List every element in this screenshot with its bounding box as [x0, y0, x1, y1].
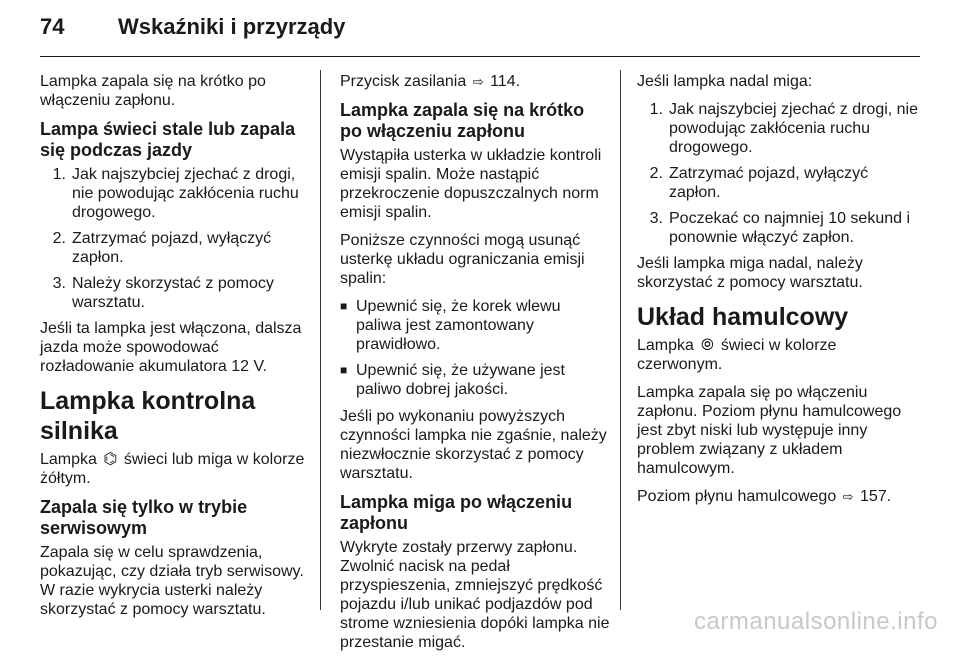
- text: Poziom płynu hamulcowego: [637, 488, 837, 505]
- steps-list: [40, 165, 308, 312]
- paragraph: Jeśli lampka nadal miga:: [637, 73, 813, 90]
- column-2: [340, 72, 610, 661]
- list-item: [340, 361, 610, 399]
- list-item: [340, 297, 610, 354]
- column-divider-2: [620, 70, 621, 610]
- header-rule: [40, 56, 920, 57]
- subheading-serwis: Zapala się tylko w trybie serwisowym: [40, 497, 248, 538]
- list-text: Jak najszybciej zjechać z drogi, nie powodując zakłócenia ruchu drogowego.: [72, 166, 299, 221]
- paragraph: [340, 72, 610, 91]
- paragraph: Jeśli ta lampka jest włączona, dalsza jazda może spowodować rozładowanie akumulatora 12 V.: [40, 320, 302, 375]
- subheading-miga: Lampka miga po włączeniu zapłonu: [340, 492, 573, 533]
- page-number: 74: [40, 14, 65, 39]
- page-header: [40, 14, 345, 44]
- paragraph: [637, 336, 920, 374]
- paragraph: Poniższe czynności mogą usunąć usterkę układu ograniczania emisji spalin:: [340, 232, 585, 287]
- watermark: carmanualsonline.info: [694, 608, 938, 635]
- list-text: Upewnić się, że korek wlewu paliwa jest zamontowany prawidłowo.: [356, 298, 561, 353]
- text: Lampka: [40, 451, 97, 468]
- text: świeci lub miga w kolorze żółtym.: [40, 451, 305, 487]
- list-item: [637, 164, 920, 202]
- engine-warning-icon: ⌬: [103, 451, 118, 468]
- list-item: [40, 229, 308, 267]
- subheading-krotko: Lampka zapala się na krótko po włączeniu zapłonu: [340, 100, 585, 141]
- paragraph: Zapala się w celu sprawdzenia, pokazując, czy działa tryb serwisowy. W razie wykrycia usterki należy skorzystać z pomocy warsztatu.: [40, 544, 304, 618]
- steps-list: [637, 100, 920, 247]
- text: Przycisk zasilania: [340, 73, 467, 90]
- list-text: Zatrzymać pojazd, wyłączyć zapłon.: [669, 165, 869, 201]
- subheading-lampa: Lampa świeci stale lub zapala się podczas jazdy: [40, 119, 296, 160]
- page-reference: 157.: [860, 488, 892, 505]
- list-item: [637, 100, 920, 157]
- paragraph: Jeśli po wykonaniu powyższych czynności lampka nie zgaśnie, należy niezwłocznie skorzystać z pomocy warsztatu.: [340, 408, 607, 482]
- list-item: [637, 209, 920, 247]
- section-heading-silnik: Lampka kontrolna silnika: [40, 387, 256, 445]
- list-text: Jak najszybciej zjechać z drogi, nie powodując zakłócenia ruchu drogowego.: [669, 101, 919, 156]
- column-3: [637, 72, 920, 515]
- bullet-icon: ■: [340, 299, 348, 313]
- list-number: 3.: [52, 275, 66, 292]
- paragraph: Lampka zapala się po włączeniu zapłonu. Poziom płynu hamulcowego jest zbyt niski lub występuje inny problem związany z układem hamulcowym.: [637, 384, 902, 477]
- paragraph: Jeśli lampka miga nadal, należy skorzystać z pomocy warsztatu.: [637, 255, 863, 291]
- list-text: Zatrzymać pojazd, wyłączyć zapłon.: [72, 230, 272, 266]
- brake-warning-icon: ⦾: [700, 337, 714, 354]
- list-text: Należy skorzystać z pomocy warsztatu.: [72, 275, 274, 311]
- reference-arrow-icon: ⇨: [842, 489, 854, 504]
- paragraph: Lampka zapala się na krótko po włączeniu zapłonu.: [40, 73, 266, 109]
- list-text: Upewnić się, że używane jest paliwo dobrej jakości.: [356, 362, 565, 398]
- bullet-list: [340, 297, 610, 399]
- list-number: 1.: [52, 166, 66, 183]
- section-heading-hamulcowy: Układ hamulcowy: [637, 303, 849, 331]
- paragraph: Wystąpiła usterka w układzie kontroli emisji spalin. Może nastąpić przekroczenie dopuszczalnych norm emisji spalin.: [340, 147, 602, 221]
- page-reference: 114.: [490, 73, 521, 90]
- paragraph: Wykryte zostały przerwy zapłonu. Zwolnić nacisk na pedał przyspieszenia, zmniejszyć prędkość pojazdu i/lub unikać podjazdów pod strome wzniesienia dopóki lampka nie przestanie migać.: [340, 539, 610, 651]
- list-item: [40, 165, 308, 222]
- paragraph: [40, 450, 308, 488]
- page-title: Wskaźniki i przyrządy: [118, 14, 346, 39]
- text: świeci w kolorze czerwonym.: [637, 337, 837, 373]
- list-number: 2.: [649, 165, 663, 182]
- reference-arrow-icon: ⇨: [472, 74, 484, 89]
- list-number: 1.: [649, 101, 663, 118]
- column-1: [40, 72, 308, 628]
- bullet-icon: ■: [340, 363, 348, 377]
- list-text: Poczekać co najmniej 10 sekund i ponownie włączyć zapłon.: [669, 210, 911, 246]
- list-item: [40, 274, 308, 312]
- list-number: 3.: [649, 210, 663, 227]
- text: Lampka: [637, 337, 694, 354]
- paragraph: [637, 487, 920, 506]
- list-number: 2.: [52, 230, 66, 247]
- column-divider-1: [320, 70, 321, 610]
